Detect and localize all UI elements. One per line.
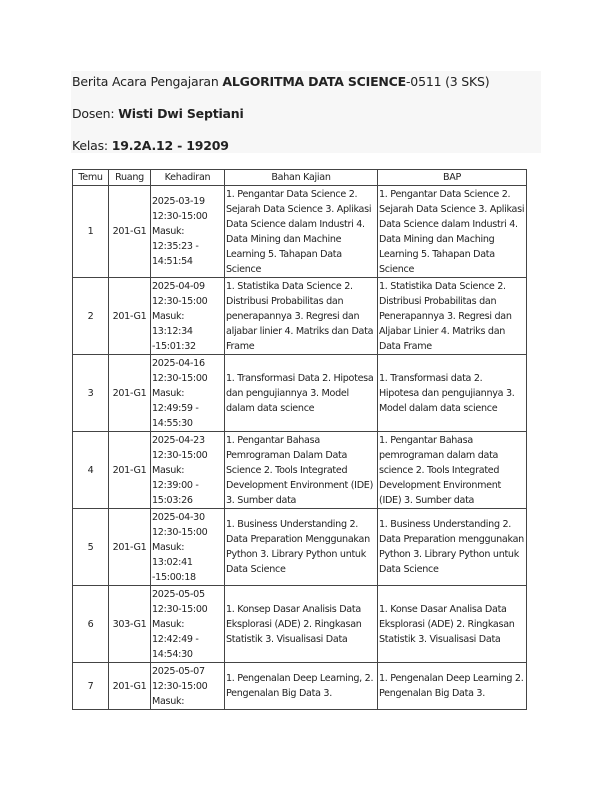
kehadiran-cell: 2025-04-09 12:30-15:00 Masuk: 13:12:34 -15:01:32 [151, 278, 225, 355]
bap-cell: 1. Konse Dasar Analisa Data Eksplorasi (ADE) 2. Ringkasan Statistik 3. Visualisasi Data [378, 586, 527, 663]
temu-cell: 1 [73, 186, 109, 278]
kehadiran-cell: 2025-04-23 12:30-15:00 Masuk: 12:39:00 - 15:03:26 [151, 432, 225, 509]
document-header [71, 71, 541, 153]
table-row [73, 663, 527, 710]
kehadiran-cell: 2025-04-30 12:30-15:00 Masuk: 13:02:41 -15:00:18 [151, 509, 225, 586]
ruang-cell: 201-G1 [109, 509, 151, 586]
header-kehadiran: Kehadiran [151, 170, 225, 186]
ruang-cell: 201-G1 [109, 663, 151, 710]
kehadiran-cell: 2025-03-19 12:30-15:00 Masuk: 12:35:23 - 14:51:54 [151, 186, 225, 278]
temu-cell: 2 [73, 278, 109, 355]
table-row [73, 355, 527, 432]
lecturer-line [72, 106, 244, 121]
title-prefix: Berita Acara Pengajaran [72, 74, 223, 89]
ruang-cell: 201-G1 [109, 186, 151, 278]
table-row [73, 186, 527, 278]
table-row [73, 278, 527, 355]
bap-cell: 1. Transformasi data 2. Hipotesa dan pengujiannya 3. Model dalam data science [378, 355, 527, 432]
kelas-label: Kelas: [72, 138, 112, 153]
table-header-row [73, 170, 527, 186]
document-title [72, 74, 489, 89]
bap-cell: 1. Statistika Data Science 2. Distribusi Probabilitas dan Penerapannya 3. Regresi dan Aljabar Linier 4. Matriks dan Data Frame [378, 278, 527, 355]
bap-cell: 1. Business Understanding 2. Data Preparation menggunakan Python 3. Library Python untuk Data Science [378, 509, 527, 586]
course-name: ALGORITMA DATA SCIENCE [222, 74, 406, 89]
bahan-kajian-cell: 1. Transformasi Data 2. Hipotesa dan pengujiannya 3. Model dalam data science [225, 355, 378, 432]
temu-cell: 3 [73, 355, 109, 432]
kehadiran-cell: 2025-05-05 12:30-15:00 Masuk: 12:42:49 - 14:54:30 [151, 586, 225, 663]
ruang-cell: 201-G1 [109, 278, 151, 355]
table-row [73, 509, 527, 586]
ruang-cell: 303-G1 [109, 586, 151, 663]
ruang-cell: 201-G1 [109, 355, 151, 432]
dosen-label: Dosen: [72, 106, 119, 121]
course-suffix: -0511 (3 SKS) [406, 74, 490, 89]
header-temu: Temu [73, 170, 109, 186]
bahan-kajian-cell: 1. Statistika Data Science 2. Distribusi Probabilitas dan penerapannya 3. Regresi dan aljabar linier 4. Matriks dan Data Frame [225, 278, 378, 355]
bahan-kajian-cell: 1. Business Understanding 2. Data Preparation Menggunakan Python 3. Library Python untuk Data Science [225, 509, 378, 586]
teaching-record-table [72, 169, 527, 710]
bahan-kajian-cell: 1. Pengantar Data Science 2. Sejarah Data Science 3. Aplikasi Data Science dalam Industri 4. Data Mining dan Machine Learning 5. Tahapan Data Science [225, 186, 378, 278]
temu-cell: 5 [73, 509, 109, 586]
bap-cell: 1. Pengenalan Deep Learning 2. Pengenalan Big Data 3. [378, 663, 527, 710]
bahan-kajian-cell: 1. Konsep Dasar Analisis Data Eksplorasi (ADE) 2. Ringkasan Statistik 3. Visualisasi Data [225, 586, 378, 663]
header-ruang: Ruang [109, 170, 151, 186]
dosen-name: Wisti Dwi Septiani [118, 106, 244, 121]
header-bahan-kajian: Bahan Kajian [225, 170, 378, 186]
bap-cell: 1. Pengantar Data Science 2. Sejarah Data Science 3. Aplikasi Data Science dalam Industri 4. Data Mining dan Maching Learning 5. Tahapan Data Science [378, 186, 527, 278]
class-line [72, 138, 229, 153]
header-bap: BAP [378, 170, 527, 186]
bap-cell: 1. Pengantar Bahasa pemrograman dalam data science 2. Tools Integrated Development Environment (IDE) 3. Sumber data [378, 432, 527, 509]
kehadiran-cell: 2025-04-16 12:30-15:00 Masuk: 12:49:59 - 14:55:30 [151, 355, 225, 432]
kehadiran-cell: 2025-05-07 12:30-15:00 Masuk: [151, 663, 225, 710]
table-row [73, 432, 527, 509]
bahan-kajian-cell: 1. Pengantar Bahasa Pemrograman Dalam Data Science 2. Tools Integrated Development Environment (IDE) 3. Sumber data [225, 432, 378, 509]
temu-cell: 7 [73, 663, 109, 710]
temu-cell: 4 [73, 432, 109, 509]
kelas-value: 19.2A.12 - 19209 [111, 138, 229, 153]
bahan-kajian-cell: 1. Pengenalan Deep Learning, 2. Pengenalan Big Data 3. [225, 663, 378, 710]
ruang-cell: 201-G1 [109, 432, 151, 509]
table-row [73, 586, 527, 663]
temu-cell: 6 [73, 586, 109, 663]
